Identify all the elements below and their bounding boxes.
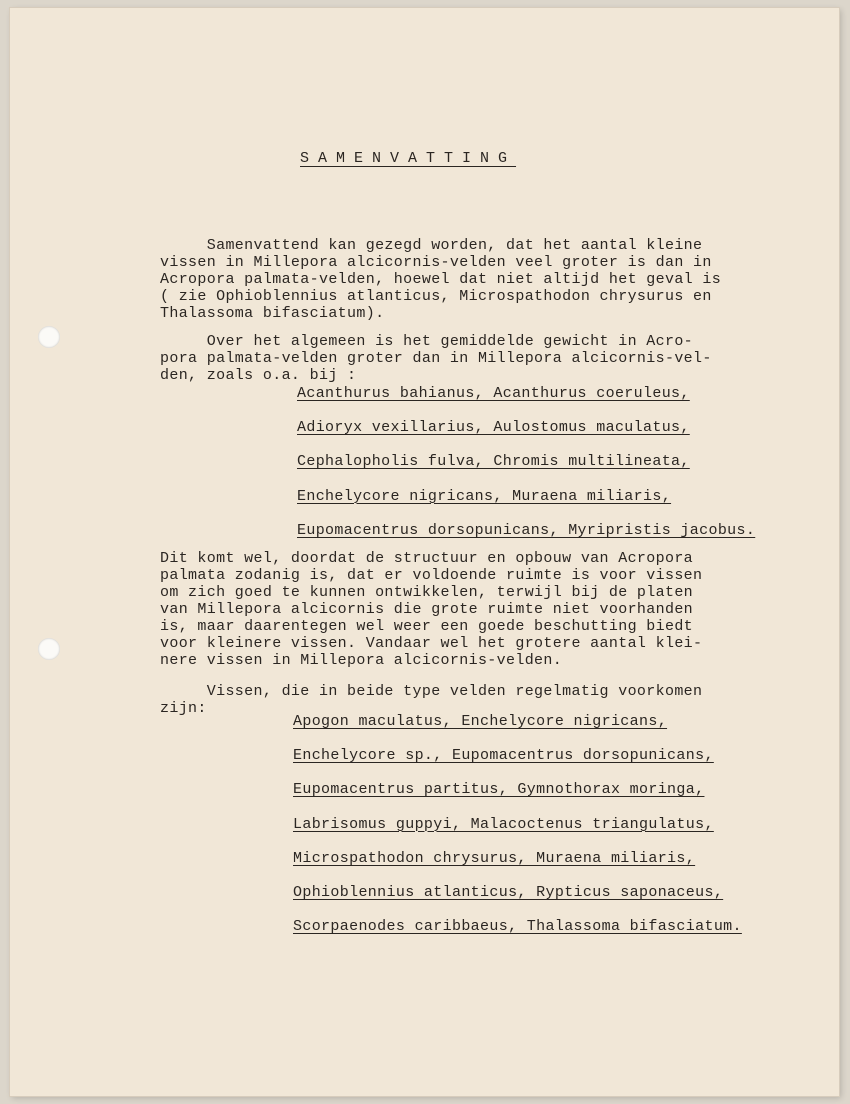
paragraph2-line: pora palmata-velden groter dan in Millepora alcicornis-vel-: [160, 350, 712, 367]
species-list2-line: Scorpaenodes caribbaeus, Thalassoma bifasciatum.: [293, 918, 742, 936]
punch-hole-top: [38, 326, 60, 348]
species-list1-line: Enchelycore nigricans, Muraena miliaris,: [297, 487, 672, 505]
paragraph3-line: is, maar daarentegen wel weer een goede beschutting biedt: [160, 618, 694, 635]
punch-hole-bottom: [38, 638, 60, 660]
species-list1-line: Acanthurus bahianus, Acanthurus coeruleus,: [297, 385, 690, 402]
species-list1-line: Cephalopholis fulva, Chromis multilineata,: [297, 453, 690, 471]
species-list1-line: Adioryx vexillarius, Aulostomus maculatus,: [297, 419, 690, 437]
species-list1-line: Eupomacentrus dorsopunicans, Myripristis jacobus.: [297, 521, 756, 539]
paragraph3-line: palmata zodanig is, dat er voldoende ruimte is voor vissen: [160, 567, 703, 584]
paragraph3-line: van Millepora alcicornis die grote ruimte niet voorhanden: [160, 601, 694, 618]
paragraph4-line: zijn:: [160, 700, 207, 717]
paragraph1-line: Samenvattend kan gezegd worden, dat het aantal kleine: [160, 237, 703, 254]
paragraph2-line: Over het algemeen is het gemiddelde gewicht in Acro-: [160, 333, 694, 350]
paragraph2-line: den, zoals o.a. bij :: [160, 367, 357, 384]
species-list2-line: Apogon maculatus, Enchelycore nigricans,: [293, 713, 668, 730]
species-list2-line: Eupomacentrus partitus, Gymnothorax moringa,: [293, 781, 705, 799]
page-title: SAMENVATTING: [300, 150, 517, 167]
paragraph3-line: om zich goed te kunnen ontwikkelen, terwijl bij de platen: [160, 584, 694, 601]
species-list2-line: Microspathodon chrysurus, Muraena miliaris,: [293, 849, 696, 867]
paragraph4-line: Vissen, die in beide type velden regelmatig voorkomen: [160, 683, 703, 700]
paragraph3-line: Dit komt wel, doordat de structuur en opbouw van Acropora: [160, 550, 694, 567]
paragraph3-line: nere vissen in Millepora alcicornis-velden.: [160, 652, 563, 669]
paragraph1-line: vissen in Millepora alcicornis-velden veel groter is dan in: [160, 254, 712, 271]
species-list2-line: Enchelycore sp., Eupomacentrus dorsopunicans,: [293, 747, 714, 765]
paragraph1-line: Acropora palmata-velden, hoewel dat niet altijd het geval is: [160, 271, 722, 288]
species-list2-line: Labrisomus guppyi, Malacoctenus triangulatus,: [293, 815, 714, 833]
species-list2-line: Ophioblennius atlanticus, Rypticus saponaceus,: [293, 884, 724, 901]
paragraph3-line: voor kleinere vissen. Vandaar wel het grotere aantal klei-: [160, 635, 703, 652]
paragraph1-line: ( zie Ophioblennius atlanticus, Microspathodon chrysurus en: [160, 288, 712, 305]
paragraph1-line: Thalassoma bifasciatum).: [160, 305, 385, 322]
